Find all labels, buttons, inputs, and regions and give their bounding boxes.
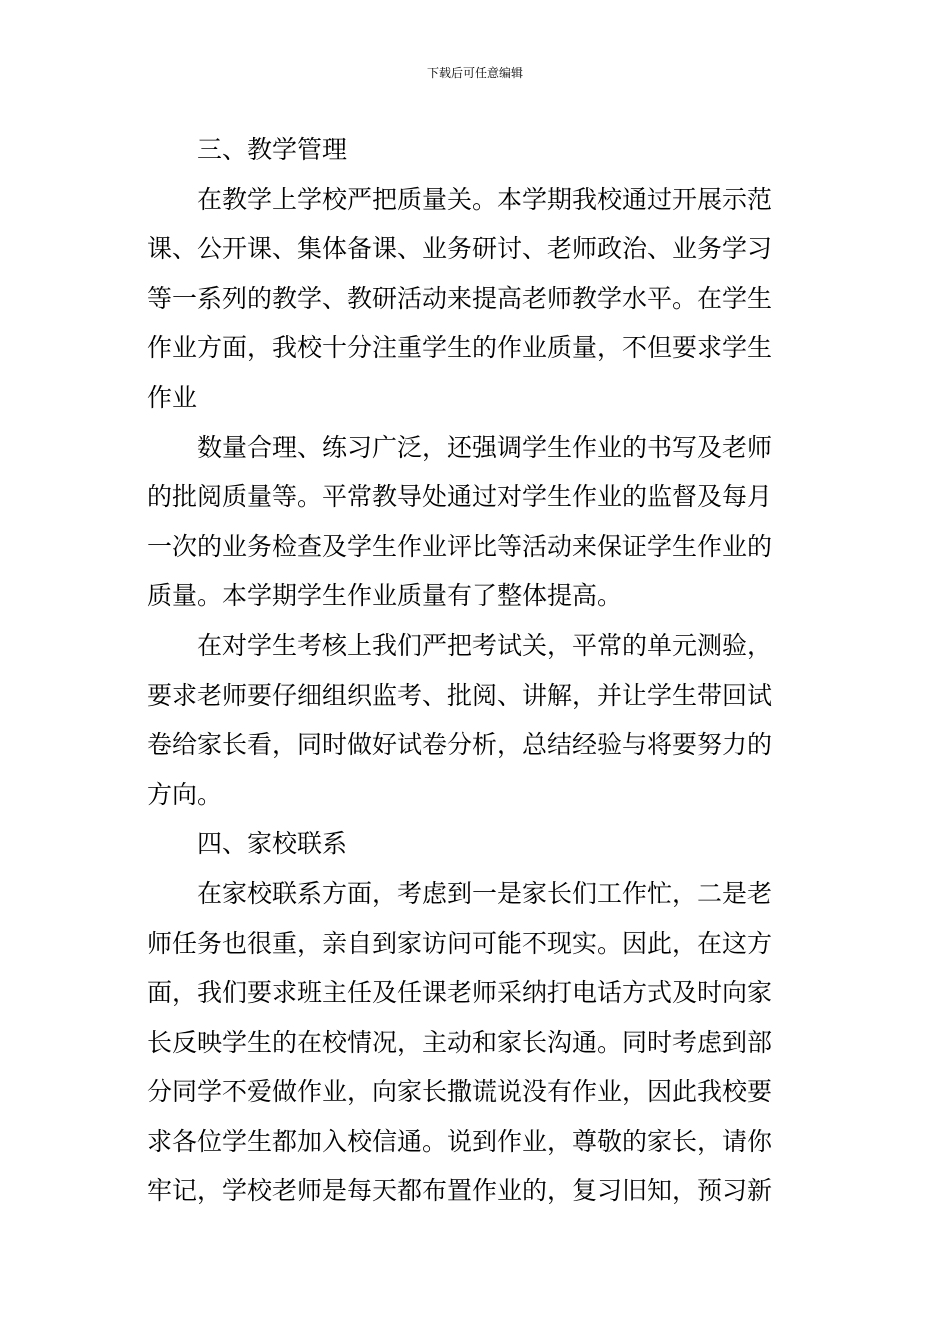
paragraph-line: 质量。本学期学生作业质量有了整体提高。	[147, 581, 623, 611]
paragraph-line: 师任务也很重，亲自到家访问可能不现实。因此，在这方	[147, 928, 773, 958]
paragraph-line: 作业方面，我校十分注重学生的作业质量，不但要求学生	[147, 333, 773, 363]
paragraph-line: 求各位学生都加入校信通。说到作业，尊敬的家长，请你	[147, 1126, 773, 1156]
paragraph-line: 面，我们要求班主任及任课老师采纳打电话方式及时向家	[147, 978, 773, 1008]
paragraph-line: 在对学生考核上我们严把考试关，平常的单元测验，	[197, 630, 773, 660]
paragraph-line: 的批阅质量等。平常教导处通过对学生作业的监督及每月	[147, 482, 773, 512]
paragraph-line: 在教学上学校严把质量关。本学期我校通过开展示范	[197, 184, 773, 214]
paragraph-line: 长反映学生的在校情况，主动和家长沟通。同时考虑到部	[147, 1027, 773, 1057]
paragraph-line: 要求老师要仔细组织监考、批阅、讲解，并让学生带回试	[147, 680, 773, 710]
paragraph-line: 在家校联系方面，考虑到一是家长们工作忙，二是老	[197, 878, 773, 908]
paragraph-line: 牢记，学校老师是每天都布置作业的，复习旧知，预习新	[147, 1176, 773, 1206]
paragraph-line: 方向。	[147, 779, 223, 809]
paragraph-line: 数量合理、练习广泛，还强调学生作业的书写及老师	[197, 432, 773, 462]
page-header-note: 下载后可任意编辑	[426, 66, 523, 80]
paragraph-line: 卷给家长看，同时做好试卷分析，总结经验与将要努力的	[147, 730, 773, 760]
paragraph-line: 分同学不爱做作业，向家长撒谎说没有作业，因此我校要	[147, 1077, 773, 1107]
paragraph-line: 作业	[147, 382, 198, 412]
document-body	[147, 125, 807, 1216]
section-heading-home-school-contact: 四、家校联系	[197, 829, 348, 859]
section-heading-teaching-management: 三、教学管理	[197, 135, 348, 164]
paragraph-line: 一次的业务检查及学生作业评比等活动来保证学生作业的	[147, 531, 773, 561]
paragraph-line: 课、公开课、集体备课、业务研讨、老师政治、业务学习	[147, 234, 773, 264]
paragraph-line: 等一系列的教学、教研活动来提高老师教学水平。在学生	[147, 283, 773, 313]
